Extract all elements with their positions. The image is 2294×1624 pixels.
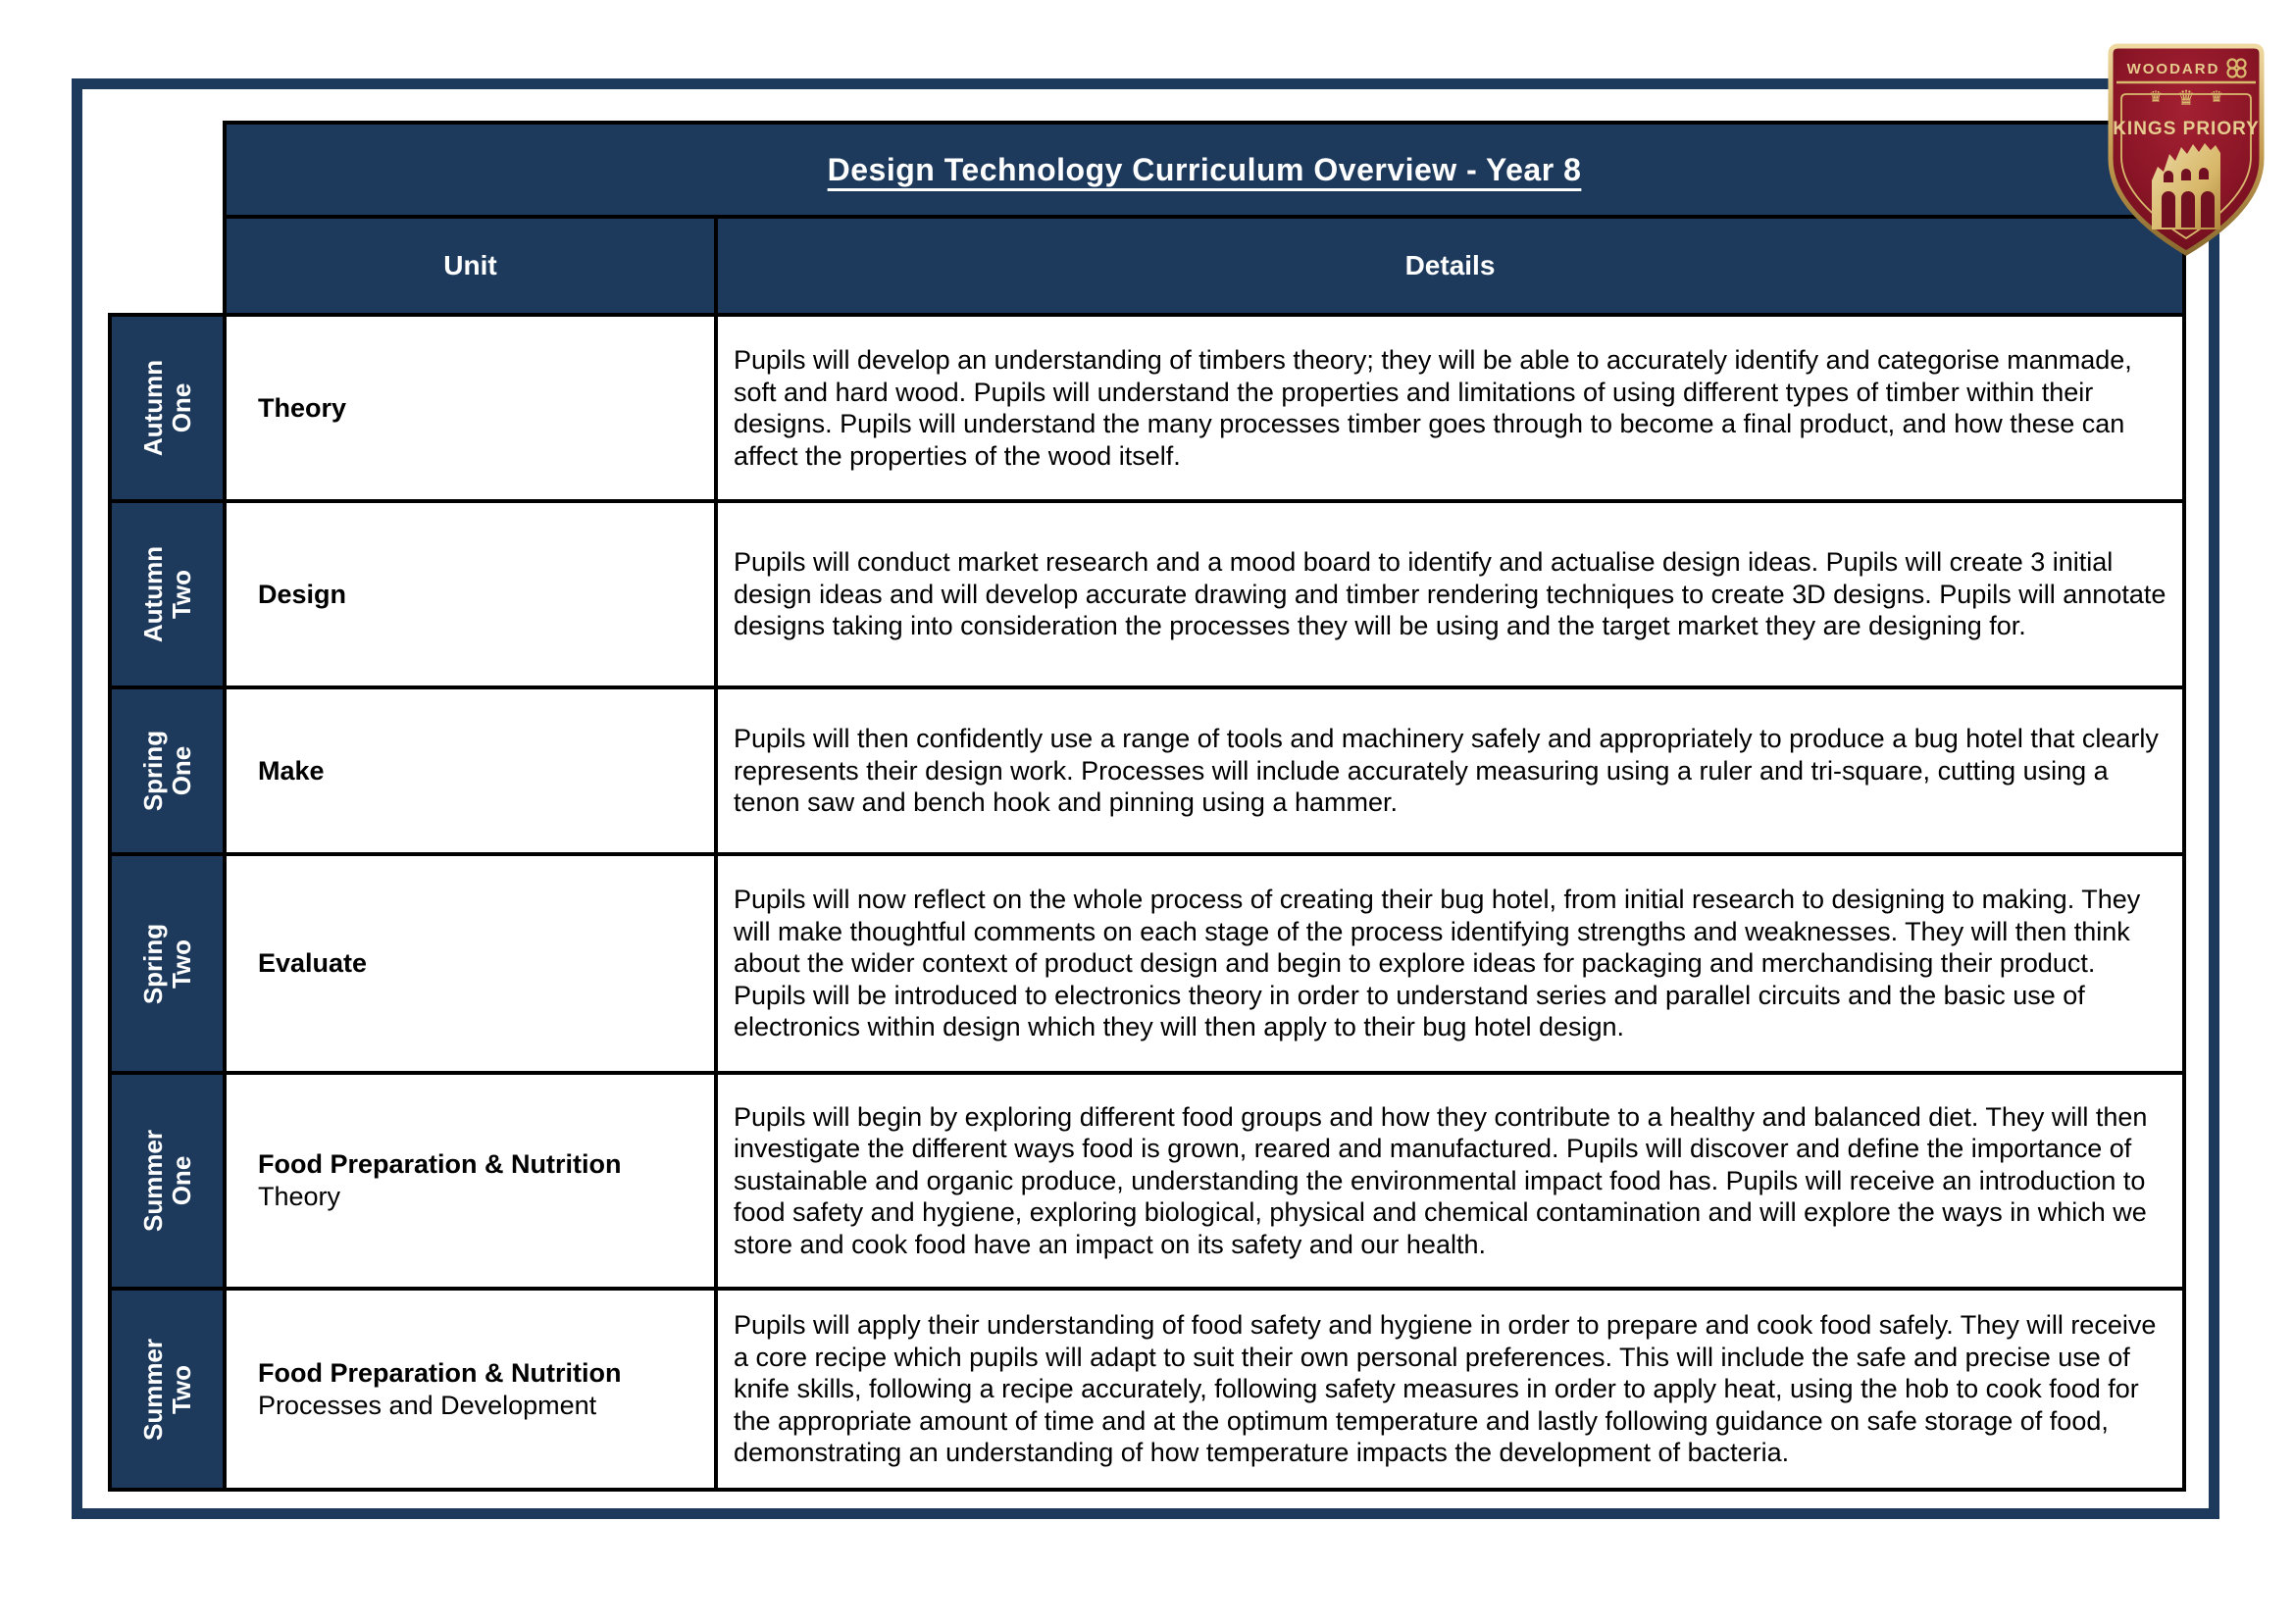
term-label-line2: One: [166, 1155, 196, 1206]
page-title: Design Technology Curriculum Overview - Year 8: [827, 151, 1582, 187]
svg-text:♛: ♛: [2209, 87, 2224, 106]
term-cell-autumn-two: [110, 501, 225, 687]
table-row-summer-one: [110, 1073, 2184, 1289]
crest-organisation-label: WOODARD: [2126, 61, 2220, 77]
term-label-line2: Two: [166, 1364, 196, 1414]
unit-cell: [225, 1289, 716, 1490]
school-crest: [2105, 42, 2268, 258]
details-cell: Pupils will conduct market research and a mood board to identify and actualise design ideas. Pupils will create 3 initial design ideas and will develop accurate drawing and timber rendering techniques to create 3D designs. Pupils will annotate designs taking into consideration the processes they will be using and the target market they are designing for.: [716, 501, 2184, 687]
header-row-spacer: [110, 217, 225, 315]
column-header-row: [110, 217, 2184, 315]
unit-cell: [225, 1073, 716, 1289]
term-label-line2: One: [166, 382, 196, 433]
unit-title: Food Preparation & Nutrition: [258, 1149, 622, 1179]
unit-subtitle: Theory: [258, 1182, 341, 1211]
term-cell-spring-one: [110, 687, 225, 854]
column-header-details: Details: [716, 217, 2184, 315]
term-label-line1: Spring: [137, 730, 168, 812]
svg-text:♛: ♛: [2176, 86, 2196, 110]
unit-title: Design: [258, 579, 347, 609]
svg-text:♛: ♛: [2148, 87, 2164, 106]
column-header-unit: Unit: [225, 217, 716, 315]
curriculum-table: [108, 121, 2186, 1492]
term-label: [139, 1338, 196, 1440]
term-label-line2: One: [166, 745, 196, 796]
title-row-spacer: [110, 123, 225, 217]
unit-cell: [225, 854, 716, 1073]
term-label-line1: Autumn: [137, 545, 168, 643]
crest-school-name: KINGS PRIORY: [2113, 119, 2260, 139]
term-label: [139, 731, 196, 811]
unit-cell: [225, 501, 716, 687]
details-cell: Pupils will now reflect on the whole process of creating their bug hotel, from initial research to designing to making. They will make thoughtful comments on each stage of the process identifying strengths and weaknesses. They will then think about the wider context of product design and begin to explore ideas for packaging and merchandising their product. Pupils will be introduced to electronics theory in order to understand series and parallel circuits and the basic use of electronics within design which they will then apply to their bug hotel design.: [716, 854, 2184, 1073]
table-row-autumn-one: [110, 315, 2184, 501]
term-label: [139, 546, 196, 642]
term-label-line1: Summer: [137, 1338, 168, 1441]
table-row-summer-two: [110, 1289, 2184, 1490]
unit-title: Evaluate: [258, 948, 368, 978]
term-label: [139, 1130, 196, 1232]
details-cell: Pupils will then confidently use a range of tools and machinery safely and appropriately to produce a bug hotel that clearly represents their design work. Processes will include accurately measuring using a ruler and tri-square, cutting using a tenon saw and bench hook and pinning using a hammer.: [716, 687, 2184, 854]
term-label: [139, 923, 196, 1003]
term-cell-summer-two: [110, 1289, 225, 1490]
title-row: [110, 123, 2184, 217]
term-label-line2: Two: [166, 569, 196, 620]
unit-title: Food Preparation & Nutrition: [258, 1357, 622, 1388]
details-cell: Pupils will apply their understanding of food safety and hygiene in order to prepare and cook food safely. They will receive a core recipe which pupils will adapt to suit their own personal preferences. This will include the safe and precise use of knife skills, following a recipe accurately, following safety measures in order to apply heat, using the hob to cook food for the appropriate amount of time and at the optimum temperature and lastly following guidance on safe storage of food, demonstrating an understanding of how temperature impacts the development of bacteria.: [716, 1289, 2184, 1490]
unit-title: Make: [258, 755, 325, 786]
unit-cell: [225, 687, 716, 854]
term-cell-summer-one: [110, 1073, 225, 1289]
details-cell: Pupils will begin by exploring different food groups and how they contribute to a healthy and balanced diet. They will then investigate the different ways food is grown, reared and manufactured. Pupils will discover and define the importance of sustainable and organic produce, understanding the environmental impact food has. Pupils will receive an introduction to food safety and hygiene, exploring biological, physical and chemical contamination and will explore the ways in which we store and cook food have an impact on its safety and our health.: [716, 1073, 2184, 1289]
term-label-line1: Autumn: [137, 359, 168, 457]
unit-title: Theory: [258, 392, 347, 423]
term-label-line2: Two: [166, 939, 196, 989]
term-label: [139, 360, 196, 456]
table-row-autumn-two: [110, 501, 2184, 687]
unit-cell: [225, 315, 716, 501]
unit-subtitle: Processes and Development: [258, 1390, 597, 1420]
term-cell-spring-two: [110, 854, 225, 1073]
table-row-spring-one: [110, 687, 2184, 854]
table-row-spring-two: [110, 854, 2184, 1073]
document-title-bar: [225, 123, 2184, 217]
term-label-line1: Summer: [137, 1129, 168, 1233]
term-label-line1: Spring: [137, 923, 168, 1004]
term-cell-autumn-one: [110, 315, 225, 501]
details-cell: Pupils will develop an understanding of timbers theory; they will be able to accurately identify and categorise manmade, soft and hard wood. Pupils will understand the properties and limitations of using different types of timber within their designs. Pupils will understand the many processes timber goes through to become a final product, and how these can affect the properties of the wood itself.: [716, 315, 2184, 501]
